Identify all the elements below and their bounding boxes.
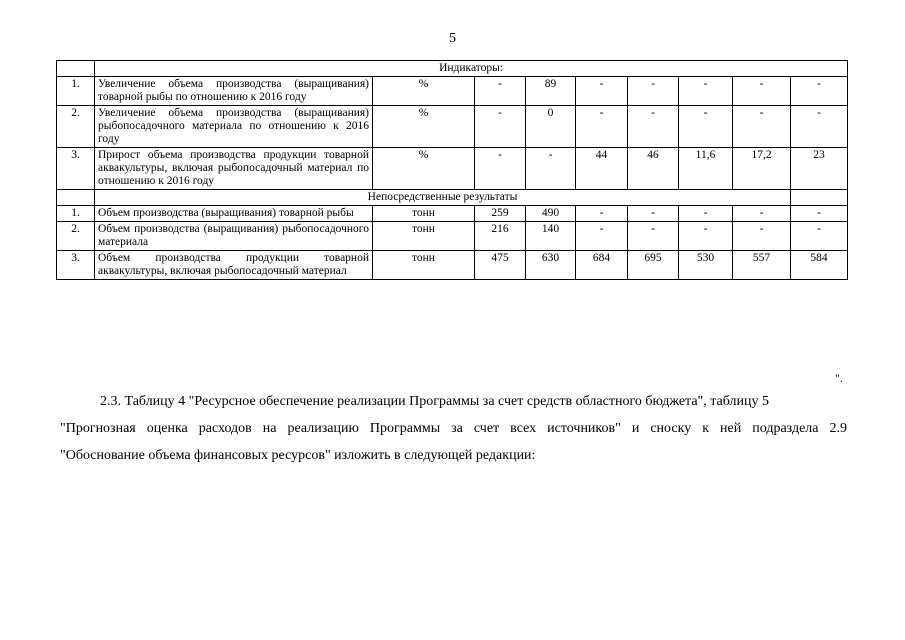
row-number: 1. xyxy=(57,206,95,222)
section-heading-indicators: Индикаторы: xyxy=(95,61,848,77)
row-unit: тонн xyxy=(373,222,475,251)
indicators-table-body xyxy=(57,61,848,280)
row-number: 3. xyxy=(57,251,95,280)
section-blank-cell xyxy=(791,190,848,206)
row-value: 216 xyxy=(475,222,526,251)
row-unit: % xyxy=(373,77,475,106)
row-name: Объем производства продукции товарной аквакультуры, включая рыбопосадочный материал xyxy=(95,251,373,280)
table-row xyxy=(57,222,848,251)
row-value: - xyxy=(628,77,679,106)
table-row xyxy=(57,106,848,148)
row-value: - xyxy=(679,77,733,106)
indicators-table xyxy=(56,60,848,280)
row-unit: % xyxy=(373,148,475,190)
row-value: 140 xyxy=(526,222,576,251)
closing-quote: ". xyxy=(835,371,843,385)
row-value: - xyxy=(576,222,628,251)
row-value: - xyxy=(576,77,628,106)
table-row xyxy=(57,77,848,106)
row-value: - xyxy=(733,222,791,251)
row-value: - xyxy=(733,106,791,148)
row-number: 3. xyxy=(57,148,95,190)
row-name: Увеличение объема производства (выращивания) рыбопосадочного материала по отношению к 2016 году xyxy=(95,106,373,148)
row-value: 630 xyxy=(526,251,576,280)
row-value: 695 xyxy=(628,251,679,280)
row-value: - xyxy=(628,222,679,251)
row-value: 530 xyxy=(679,251,733,280)
paragraph-line-2: "Прогнозная оценка расходов на реализацию Программы за счет всех источников" и сноску к ней подраздела 2.9 xyxy=(60,421,847,436)
row-number: 1. xyxy=(57,77,95,106)
row-value: 584 xyxy=(791,251,848,280)
row-value: - xyxy=(576,206,628,222)
row-value: - xyxy=(576,106,628,148)
row-number: 2. xyxy=(57,106,95,148)
row-name: Объем производства (выращивания) товарной рыбы xyxy=(95,206,373,222)
section-row-results xyxy=(57,190,848,206)
section-row-indicators xyxy=(57,61,848,77)
paragraph-line-1: 2.3. Таблицу 4 "Ресурсное обеспечение реализации Программы за счет средств областного бюджета", таблицу 5 xyxy=(100,394,770,409)
row-value: 17,2 xyxy=(733,148,791,190)
table-row xyxy=(57,206,848,222)
table-row xyxy=(57,251,848,280)
section-blank-cell xyxy=(57,61,95,77)
row-value: 44 xyxy=(576,148,628,190)
section-heading-results: Непосредственные результаты xyxy=(95,190,791,206)
row-value: 557 xyxy=(733,251,791,280)
row-value: - xyxy=(791,206,848,222)
table-row xyxy=(57,148,848,190)
paragraph-line-3: "Обоснование объема финансовых ресурсов" изложить в следующей редакции: xyxy=(60,448,536,463)
row-value: - xyxy=(791,106,848,148)
row-value: - xyxy=(733,206,791,222)
row-value: - xyxy=(679,222,733,251)
row-value: - xyxy=(791,77,848,106)
row-value: 89 xyxy=(526,77,576,106)
row-unit: тонн xyxy=(373,206,475,222)
section-blank-cell xyxy=(57,190,95,206)
row-value: - xyxy=(791,222,848,251)
row-value: 11,6 xyxy=(679,148,733,190)
row-value: - xyxy=(733,77,791,106)
row-value: - xyxy=(628,106,679,148)
row-unit: % xyxy=(373,106,475,148)
row-value: 23 xyxy=(791,148,848,190)
row-name: Объем производства (выращивания) рыбопосадочного материала xyxy=(95,222,373,251)
row-value: 46 xyxy=(628,148,679,190)
row-value: - xyxy=(475,148,526,190)
row-value: - xyxy=(679,106,733,148)
row-value: - xyxy=(526,148,576,190)
row-value: 259 xyxy=(475,206,526,222)
row-value: 0 xyxy=(526,106,576,148)
row-value: 475 xyxy=(475,251,526,280)
row-number: 2. xyxy=(57,222,95,251)
page-number: 5 xyxy=(449,31,456,46)
row-name: Увеличение объема производства (выращивания) товарной рыбы по отношению к 2016 году xyxy=(95,77,373,106)
row-value: - xyxy=(475,106,526,148)
row-value: 490 xyxy=(526,206,576,222)
row-name: Прирост объема производства продукции товарной аквакультуры, включая рыбопосадочный материал по отношению к 2016 году xyxy=(95,148,373,190)
row-value: - xyxy=(679,206,733,222)
row-value: 684 xyxy=(576,251,628,280)
row-unit: тонн xyxy=(373,251,475,280)
row-value: - xyxy=(475,77,526,106)
row-value: - xyxy=(628,206,679,222)
